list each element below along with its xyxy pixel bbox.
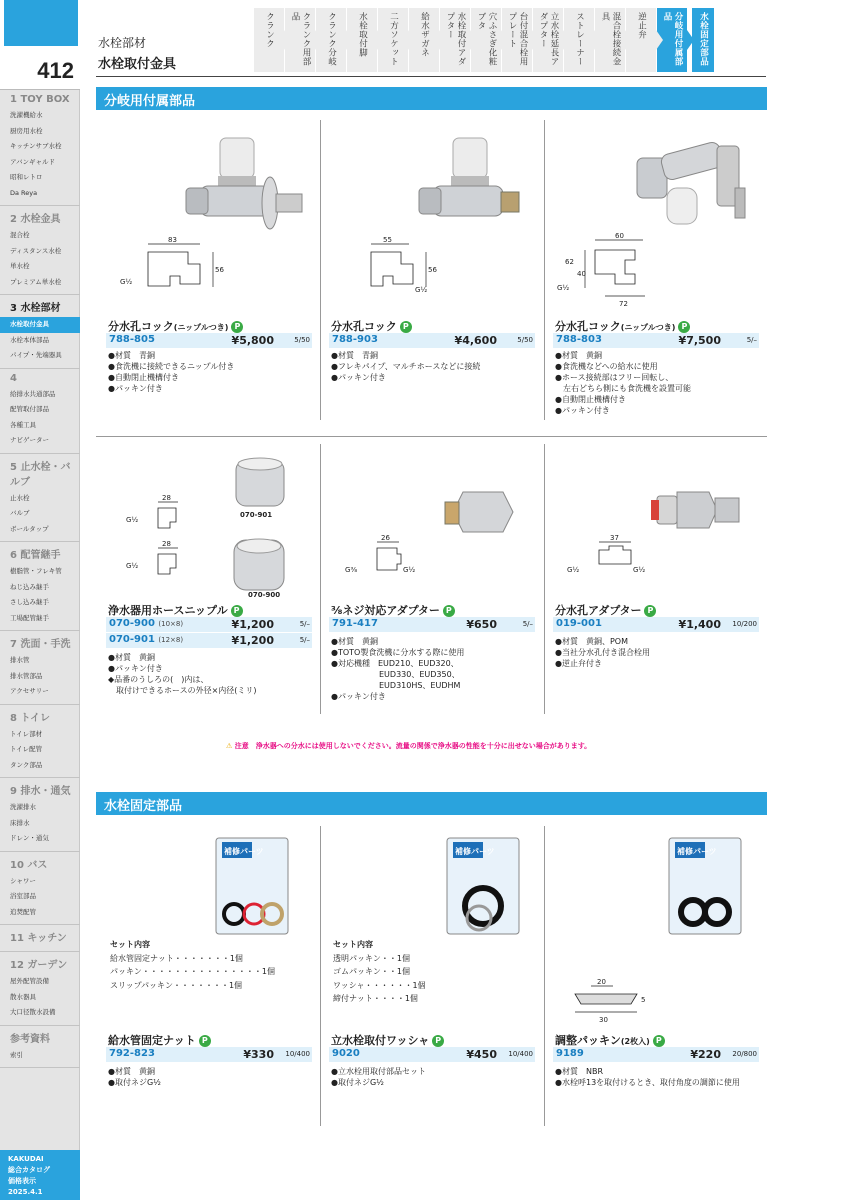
subcategory-tab[interactable] bbox=[692, 8, 714, 72]
sidebar-category-label: 3 水栓部材 bbox=[10, 303, 61, 314]
spec-line: ●パッキン付き bbox=[555, 406, 610, 415]
dimension-drawing bbox=[561, 976, 651, 1024]
p-badge-icon: P bbox=[644, 605, 656, 617]
product-name-text: 分水孔アダプター bbox=[555, 604, 642, 617]
dimension-drawing bbox=[118, 232, 228, 302]
product-price: ¥7,500 bbox=[678, 334, 721, 347]
spec-line: ●材質 青銅 bbox=[108, 351, 155, 360]
caution-notice bbox=[226, 741, 591, 751]
sidebar-item[interactable]: ナビゲーター bbox=[10, 436, 49, 444]
product-788-903 bbox=[323, 120, 537, 430]
spec-line: ●材質 青銅 bbox=[331, 351, 378, 360]
p-badge-icon: P bbox=[231, 321, 243, 333]
dim-thread: G½ bbox=[126, 562, 139, 570]
spec-list bbox=[331, 350, 480, 383]
subcategory-tab-label: 立水栓延長アダプター bbox=[538, 12, 559, 66]
page-number: 412 bbox=[37, 58, 74, 83]
spec-line: 左右どちら側にも食洗機を設置可能 bbox=[555, 384, 691, 393]
spec-list bbox=[331, 636, 464, 702]
product-code: 9189 bbox=[556, 1048, 584, 1059]
sidebar-item[interactable]: 洗濯機給水 bbox=[10, 111, 43, 119]
product-name-text: 分水孔コック bbox=[555, 320, 621, 333]
product-name-text: 浄水器用ホースニップル bbox=[108, 604, 228, 617]
sidebar-category[interactable] bbox=[0, 631, 80, 705]
product-name bbox=[108, 602, 243, 618]
sidebar-item[interactable]: 昭和レトロ bbox=[10, 173, 43, 181]
product-variant: (10×8) bbox=[158, 620, 184, 628]
grid-divider bbox=[544, 444, 545, 714]
p-badge-icon: P bbox=[443, 605, 455, 617]
product-name bbox=[108, 318, 243, 334]
package-image bbox=[665, 836, 745, 936]
page-title: 水栓取付金具 bbox=[98, 57, 177, 72]
product-code-bar bbox=[106, 333, 312, 348]
sidebar-item[interactable]: プレミアム単水栓 bbox=[10, 277, 62, 286]
product-code: 9020 bbox=[332, 1048, 360, 1059]
spec-line: ●立水栓用取付部品セット bbox=[331, 1067, 426, 1076]
dimension-drawing bbox=[555, 228, 665, 308]
sidebar-item[interactable]: バルブ bbox=[10, 509, 30, 517]
sidebar-category-label: 参考資料 bbox=[10, 1033, 50, 1045]
dimension-drawing bbox=[120, 492, 200, 582]
spec-line: ●フレキパイプ、マルチホースなどに接続 bbox=[331, 362, 481, 371]
sidebar-item[interactable]: キッチンサブ水栓 bbox=[10, 142, 62, 150]
spec-line: ●取付ネジG½ bbox=[331, 1078, 384, 1087]
spec-line: ●材質 黄銅、POM bbox=[555, 637, 629, 646]
subcategory-tab-label: 水栓取付アダプター bbox=[445, 12, 466, 66]
subcategory-tab-label: クランク bbox=[264, 12, 275, 48]
section-header-branch-parts: 分岐用付属部品 bbox=[96, 87, 767, 110]
product-070-900 bbox=[100, 444, 314, 714]
product-code: 788-903 bbox=[332, 334, 378, 345]
sidebar-item[interactable]: パイプ・先端器具 bbox=[10, 351, 62, 359]
sidebar-category-label: 6 配管継手 bbox=[10, 550, 61, 561]
logo-line: 2025.4.1 bbox=[8, 1188, 43, 1196]
product-code-bar bbox=[106, 1047, 312, 1062]
product-name-text: 立水栓取付ワッシャ bbox=[331, 1034, 430, 1047]
product-code-bar bbox=[106, 633, 312, 648]
spec-line: EUD330、EUD350、 bbox=[331, 670, 460, 679]
sidebar-item[interactable]: 樹脂管・フレキ管 bbox=[10, 567, 62, 575]
product-code: 070-901 bbox=[109, 634, 155, 645]
spec-line: ●TOTO製食洗機に分水する際に使用 bbox=[331, 648, 465, 657]
sidebar-item[interactable]: 給排水共通部品 bbox=[10, 389, 56, 398]
product-price: ¥1,400 bbox=[678, 618, 721, 631]
sidebar-item[interactable]: 水栓本体部品 bbox=[10, 335, 49, 344]
set-item: スリップパッキン・・・・・・・1個 bbox=[110, 980, 243, 990]
sidebar-item[interactable]: アバンギャルド bbox=[10, 157, 55, 166]
subcategory-tab-label: 給水ザガネ bbox=[419, 12, 430, 57]
spec-list bbox=[555, 1066, 740, 1088]
sidebar-category-label: 5 止水栓・バルブ bbox=[10, 461, 71, 488]
product-price: ¥450 bbox=[466, 1048, 497, 1061]
set-item: ゴムパッキン・・1個 bbox=[333, 967, 411, 976]
product-price: ¥330 bbox=[243, 1048, 274, 1061]
product-name-sub: (2枚入) bbox=[620, 1037, 650, 1046]
product-qty: 5/– bbox=[746, 336, 757, 344]
product-code: 792-823 bbox=[109, 1048, 155, 1059]
spec-line: ●食洗機に接続できるニップル付き bbox=[108, 362, 235, 371]
product-name bbox=[331, 602, 455, 618]
spec-line: ●材質 NBR bbox=[555, 1067, 604, 1076]
hose-nipple-image bbox=[228, 534, 292, 594]
dim-thread: G½ bbox=[415, 286, 428, 294]
set-contents bbox=[110, 938, 275, 992]
dim-width-bottom: 72 bbox=[619, 300, 628, 308]
hose-nipple-image bbox=[230, 454, 290, 514]
dim-thread-2: G½ bbox=[403, 566, 416, 574]
sidebar-item[interactable]: トイレ部材 bbox=[10, 729, 43, 738]
sidebar-item[interactable]: トイレ配管 bbox=[10, 745, 43, 753]
sidebar-item[interactable]: 排水管 bbox=[10, 656, 30, 664]
sidebar-category-label: 9 排水・通気 bbox=[10, 786, 71, 797]
package-image bbox=[443, 836, 523, 936]
sidebar-item[interactable]: 工場配管継手 bbox=[10, 613, 49, 622]
sidebar-category[interactable] bbox=[0, 454, 80, 543]
spec-line: ●ホース接続部はフリー回転し、 bbox=[555, 373, 674, 382]
product-code: 019-001 bbox=[556, 618, 602, 629]
dimension-drawing bbox=[341, 232, 451, 302]
product-qty: 5/– bbox=[522, 620, 533, 628]
product-code: 791-417 bbox=[332, 618, 378, 629]
set-contents bbox=[333, 938, 426, 1006]
sidebar-item[interactable]: 配管取付部品 bbox=[10, 405, 49, 413]
dim-length: 26 bbox=[381, 534, 390, 542]
package-label: 補修パーツ bbox=[224, 847, 264, 856]
sidebar-category[interactable] bbox=[0, 1026, 80, 1069]
cock-valve-image bbox=[180, 128, 310, 238]
sidebar-item[interactable]: 大口径散水設備 bbox=[10, 1008, 56, 1016]
logo-line: KAKUDAI bbox=[8, 1155, 44, 1163]
dim-width: 55 bbox=[383, 236, 392, 244]
product-qty: 5/50 bbox=[517, 336, 533, 344]
catalog-logo bbox=[0, 1150, 80, 1200]
sidebar-item[interactable]: Da Reya bbox=[10, 188, 38, 197]
subcategory-tab-label: 水栓取付脚 bbox=[357, 12, 368, 57]
dim-inner: 20 bbox=[597, 978, 606, 986]
spec-line: ●パッキン付き bbox=[108, 384, 163, 393]
p-badge-icon: P bbox=[653, 1035, 665, 1047]
product-code: 788-805 bbox=[109, 334, 155, 345]
product-code-bar bbox=[329, 1047, 535, 1062]
sidebar-item[interactable]: シャワー bbox=[10, 876, 36, 885]
product-price: ¥5,800 bbox=[231, 334, 274, 347]
image-caption: 070-901 bbox=[240, 511, 273, 519]
sidebar-category[interactable] bbox=[0, 295, 80, 369]
sidebar-item[interactable]: 水栓取付金具 bbox=[0, 317, 80, 333]
spec-line: ●材質 黄銅 bbox=[555, 351, 602, 360]
sidebar-item[interactable]: タンク部品 bbox=[10, 760, 43, 769]
spec-list bbox=[331, 1066, 426, 1088]
product-name-text: 分水孔コック bbox=[108, 320, 174, 333]
spec-line: ●パッキン付き bbox=[331, 373, 386, 382]
image-caption: 070-900 bbox=[248, 591, 281, 599]
product-qty: 5/– bbox=[299, 620, 310, 628]
subcategory-tab-label: クランク用部品 bbox=[290, 12, 311, 66]
sidebar-category[interactable] bbox=[0, 952, 80, 1026]
sidebar-category-label: 12 ガーデン bbox=[10, 960, 68, 971]
spec-list bbox=[555, 636, 650, 669]
product-019-001 bbox=[547, 444, 761, 714]
sidebar-category[interactable] bbox=[0, 206, 80, 295]
product-qty: 10/400 bbox=[285, 1050, 310, 1058]
set-title: セット内容 bbox=[110, 940, 150, 949]
sidebar-category[interactable] bbox=[0, 369, 80, 454]
product-name bbox=[555, 602, 656, 618]
product-qty: 5/– bbox=[299, 636, 310, 644]
sidebar-item[interactable]: 屋外配管設備 bbox=[10, 977, 49, 985]
sidebar-category[interactable] bbox=[0, 778, 80, 852]
p-badge-icon: P bbox=[678, 321, 690, 333]
product-price: ¥1,200 bbox=[231, 618, 274, 631]
grid-divider bbox=[320, 120, 321, 420]
dim-length: 37 bbox=[610, 534, 619, 542]
product-price: ¥650 bbox=[466, 618, 497, 631]
product-code: 070-900 bbox=[109, 618, 155, 629]
dim-height: 62 bbox=[565, 258, 574, 266]
sidebar-item[interactable]: 混合栓 bbox=[10, 231, 30, 239]
subcategory-tab-label: 穴ふさぎ化粧ブタ bbox=[476, 12, 497, 66]
sidebar-item[interactable]: 追焚配管 bbox=[10, 907, 36, 916]
sidebar-item[interactable]: 索引 bbox=[10, 1050, 23, 1059]
dim-thread-1: G⅜ bbox=[345, 566, 358, 574]
spec-line: ●パッキン付き bbox=[108, 664, 163, 673]
spec-line: ●逆止弁付き bbox=[555, 659, 602, 668]
grid-divider bbox=[320, 444, 321, 714]
product-code-bar bbox=[553, 617, 759, 632]
dim-thread: G½ bbox=[126, 516, 139, 524]
spec-line: ●対応機種 EUD210、EUD320、 bbox=[331, 659, 459, 668]
sidebar-item[interactable]: 散水器具 bbox=[10, 992, 36, 1001]
sidebar-category-label: 2 水栓金具 bbox=[10, 214, 61, 225]
adapter-image bbox=[443, 484, 523, 544]
subcategory-tab-label: 逆止弁 bbox=[636, 12, 647, 39]
dim-thread: G½ bbox=[557, 284, 570, 292]
logo-line: 価格表示 bbox=[8, 1177, 36, 1185]
p-badge-icon: P bbox=[199, 1035, 211, 1047]
product-792-823 bbox=[100, 826, 314, 1126]
spec-line: EUD310HS、EUDHM bbox=[331, 681, 461, 690]
sidebar-category-label: 11 キッチン bbox=[10, 933, 67, 944]
product-name bbox=[331, 318, 412, 334]
sidebar-item[interactable]: ディスタンス水栓 bbox=[10, 246, 62, 255]
product-name bbox=[555, 1032, 665, 1048]
sidebar-category[interactable] bbox=[0, 542, 80, 631]
spec-line: ●材質 黄銅 bbox=[331, 637, 378, 646]
subcategory-tab-label: 混合栓接続金具 bbox=[600, 12, 621, 66]
sidebar-category-label: 8 トイレ bbox=[10, 712, 50, 724]
set-item: 締付ナット・・・・1個 bbox=[333, 994, 418, 1003]
spec-list bbox=[555, 350, 691, 416]
dimension-drawing bbox=[343, 532, 433, 582]
sidebar-item[interactable]: 床排水 bbox=[10, 818, 30, 827]
set-item: ワッシャ・・・・・・1個 bbox=[333, 980, 426, 990]
product-name-text: 給水管固定ナット bbox=[108, 1034, 196, 1047]
package-image bbox=[212, 836, 292, 936]
product-variant: (12×8) bbox=[158, 636, 184, 644]
grid-divider bbox=[544, 826, 545, 1126]
dim-height: 56 bbox=[215, 266, 224, 274]
product-code-bar bbox=[329, 333, 535, 348]
product-9020 bbox=[323, 826, 537, 1126]
subcategory-tab-label: 水栓固定部品 bbox=[698, 12, 709, 66]
sidebar-category-label: 10 バス bbox=[10, 859, 48, 871]
product-price: ¥1,200 bbox=[231, 634, 274, 647]
dim-thread-1: G½ bbox=[567, 566, 580, 574]
sidebar-item[interactable]: 各種工具 bbox=[10, 420, 36, 429]
product-code-bar bbox=[553, 333, 759, 348]
product-791-417 bbox=[323, 444, 537, 714]
page-color-block bbox=[4, 0, 78, 46]
spec-line: ●当社分水孔付き混合栓用 bbox=[555, 648, 650, 657]
subcategory-tab-label: クランク分岐 bbox=[326, 12, 337, 66]
grid-divider bbox=[544, 120, 545, 420]
p-badge-icon: P bbox=[400, 321, 412, 333]
product-code-bar bbox=[329, 617, 535, 632]
warning-icon: ⚠ bbox=[226, 742, 233, 750]
sidebar-item[interactable]: アクセサリー bbox=[10, 687, 49, 695]
product-name bbox=[331, 1032, 444, 1048]
product-price: ¥4,600 bbox=[454, 334, 497, 347]
set-title: セット内容 bbox=[333, 940, 373, 949]
product-name-text: 調整パッキン bbox=[555, 1034, 621, 1047]
spec-line: ●パッキン付き bbox=[331, 692, 386, 701]
grid-divider bbox=[96, 436, 767, 437]
sidebar-category[interactable] bbox=[0, 852, 80, 926]
spec-line: ●自動閉止機構付き bbox=[108, 373, 179, 382]
sidebar-item[interactable]: ねじ込み継手 bbox=[10, 582, 49, 591]
dim-width: 83 bbox=[168, 236, 177, 244]
spec-line: ●取付ネジG½ bbox=[108, 1078, 161, 1087]
subcategory-tab-label: 台付混合栓用プレート bbox=[507, 12, 528, 66]
category-list bbox=[0, 90, 80, 1068]
dim-thickness: 5 bbox=[641, 996, 646, 1004]
sidebar-item[interactable]: ドレン・通気 bbox=[10, 834, 49, 842]
subcategory-tabs bbox=[254, 8, 715, 72]
product-9189 bbox=[547, 826, 761, 1126]
sidebar-item[interactable]: 浴室部品 bbox=[10, 892, 36, 900]
category-label: 水栓部材 bbox=[98, 36, 147, 50]
set-item: パッキン・・・・・・・・・・・・・・・1個 bbox=[110, 967, 276, 976]
p-badge-icon: P bbox=[231, 605, 243, 617]
product-788-803 bbox=[547, 120, 761, 430]
spec-line: 取付けできるホースの外径×内径(ミリ) bbox=[108, 686, 257, 695]
cock-valve-image bbox=[617, 128, 757, 238]
product-name-sub: (ニップルつき) bbox=[620, 323, 676, 332]
subcategory-tab-label: 分岐用付属部品 bbox=[662, 12, 683, 66]
sidebar-category[interactable] bbox=[0, 925, 80, 952]
dim-thread: G½ bbox=[120, 278, 133, 286]
sidebar-item[interactable]: 厨房用水栓 bbox=[10, 126, 43, 135]
spec-line: ◆品番のうしろの( )内は、 bbox=[108, 675, 209, 684]
product-qty: 10/200 bbox=[732, 620, 757, 628]
spec-line: ●水栓呼13を取付けるとき、取付角度の調節に使用 bbox=[555, 1078, 740, 1087]
dim-length-2: 28 bbox=[162, 540, 171, 548]
spec-line: ●自動閉止機構付き bbox=[555, 395, 626, 404]
dim-offset: 40 bbox=[577, 270, 586, 278]
sidebar-category[interactable] bbox=[0, 90, 80, 206]
sidebar-item[interactable]: 排水管部品 bbox=[10, 671, 43, 680]
product-name-text: ⅜ネジ対応アダプター bbox=[331, 604, 440, 617]
dim-length-1: 28 bbox=[162, 494, 171, 502]
dim-outer: 30 bbox=[599, 1016, 608, 1024]
sidebar-category-label: 1 TOY BOX bbox=[10, 94, 70, 105]
set-item: 給水管固定ナット・・・・・・・1個 bbox=[110, 953, 243, 963]
spec-list bbox=[108, 652, 257, 696]
spec-list bbox=[108, 350, 234, 394]
sidebar-item[interactable]: 単水栓 bbox=[10, 262, 30, 270]
product-price: ¥220 bbox=[690, 1048, 721, 1061]
sidebar-item[interactable]: さし込み継手 bbox=[10, 598, 49, 606]
product-name bbox=[555, 318, 690, 334]
spec-list bbox=[108, 1066, 161, 1088]
sidebar-category-label: 4 bbox=[10, 372, 17, 384]
subcategory-tab-label: ストレーナー bbox=[574, 12, 585, 66]
header-rule bbox=[96, 76, 766, 77]
spec-line: ●材質 黄銅 bbox=[108, 1067, 155, 1076]
caution-label: 注意 bbox=[234, 742, 249, 750]
product-qty: 20/800 bbox=[732, 1050, 757, 1058]
dimension-drawing bbox=[565, 532, 665, 582]
set-item: 透明パッキン・・1個 bbox=[333, 953, 411, 963]
sidebar-category-label: 7 洗面・手洗 bbox=[10, 639, 71, 650]
grid-divider bbox=[320, 826, 321, 1126]
product-name bbox=[108, 1032, 211, 1048]
dim-thread-2: G½ bbox=[633, 566, 646, 574]
logo-line: 総合カタログ bbox=[8, 1166, 50, 1174]
spec-line: ●食洗機などへの給水に使用 bbox=[555, 362, 658, 371]
product-788-805 bbox=[100, 120, 314, 430]
product-code: 788-803 bbox=[556, 334, 602, 345]
page-number-block bbox=[0, 0, 80, 90]
subcategory-tab-label: 二方ソケット bbox=[388, 12, 399, 66]
package-label: 補修パーツ bbox=[455, 847, 495, 856]
dim-height: 56 bbox=[428, 266, 437, 274]
subcategory-tab[interactable] bbox=[254, 8, 284, 72]
spec-line: ●材質 黄銅 bbox=[108, 653, 155, 662]
sidebar-item[interactable]: 止水栓 bbox=[10, 493, 30, 502]
section-header-fixing-parts: 水栓固定部品 bbox=[96, 792, 767, 815]
dim-width-top: 60 bbox=[615, 232, 624, 240]
p-badge-icon: P bbox=[432, 1035, 444, 1047]
product-name-sub: (ニップルつき) bbox=[173, 323, 229, 332]
sidebar-item[interactable]: ボールタップ bbox=[10, 524, 49, 533]
product-qty: 5/50 bbox=[294, 336, 310, 344]
package-label: 補修パーツ bbox=[677, 847, 717, 856]
sidebar-item[interactable]: 洗濯排水 bbox=[10, 803, 36, 811]
product-code-bar bbox=[553, 1047, 759, 1062]
product-name-text: 分水孔コック bbox=[331, 320, 397, 333]
sidebar bbox=[0, 0, 80, 1200]
caution-text: 浄水器への分水には使用しないでください。流量の関係で浄水器の性能を十分に出せない場合があります。 bbox=[255, 742, 592, 750]
cock-valve-image bbox=[413, 128, 523, 238]
product-code-bar bbox=[106, 617, 312, 632]
sidebar-category[interactable] bbox=[0, 705, 80, 779]
product-qty: 10/400 bbox=[508, 1050, 533, 1058]
